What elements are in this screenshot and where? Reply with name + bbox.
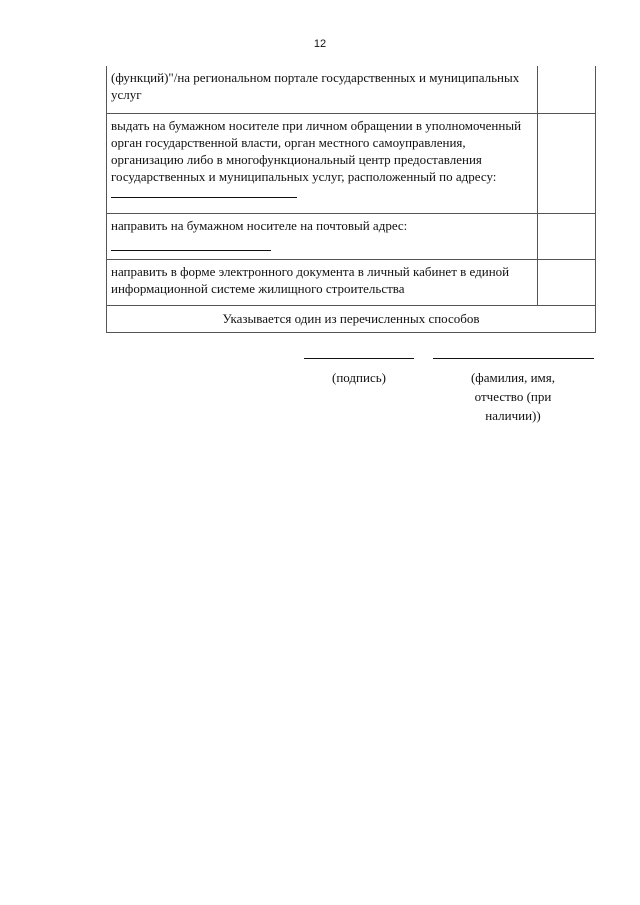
page-number: 12 [313,38,327,50]
table-footer-note: Указывается один из перечисленных способов [107,306,596,333]
option-text: направить в форме электронного документа в личный кабинет в единой информационной системе жилищного строительства [107,260,538,306]
postal-address-blank-field[interactable] [111,238,271,251]
option-text: направить на бумажном носителе на почтовый адрес: [111,218,408,233]
table-row [107,260,596,306]
address-blank-field[interactable] [111,185,297,198]
full-name-line[interactable] [433,358,594,359]
option-checkbox-cell[interactable] [538,66,596,114]
option-text: выдать на бумажном носителе при личном обращении в уполномоченный орган государственной власти, орган местного самоуправления, организацию либо в многофункциональный центр предоставления государственных и муниципальных услуг, расположенный по адресу: [111,118,522,184]
option-checkbox-cell[interactable] [538,214,596,260]
option-cell [107,114,538,214]
full-name-label: (фамилия, имя, отчество (при наличии)) [470,370,556,423]
table-row [107,214,596,260]
table-row [107,114,596,214]
signature-label: (подпись) [332,370,386,385]
option-cell [107,214,538,260]
signature-line[interactable] [304,358,414,359]
option-text: (функций)"/на региональном портале государственных и муниципальных услуг [107,66,538,114]
delivery-method-table [106,66,596,333]
table-footer-row [107,306,596,333]
option-checkbox-cell[interactable] [538,260,596,306]
table-row [107,66,596,114]
option-checkbox-cell[interactable] [538,114,596,214]
